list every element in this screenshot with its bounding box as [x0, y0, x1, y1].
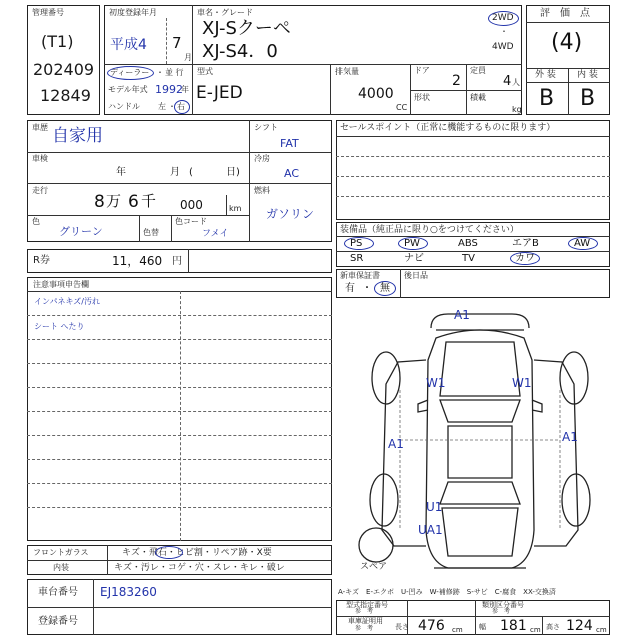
dealer-parallel: 並 行 [165, 68, 184, 77]
cert-sub: 参 考 [355, 625, 374, 632]
regno-label: 登録番号 [38, 616, 78, 627]
drive-sep: ・ [500, 27, 508, 36]
type-label: 型式指定番号 [346, 601, 388, 609]
aircon-label: 冷房 [254, 154, 270, 163]
inspection-day: 日) [226, 167, 240, 178]
mgmt-code: (T1) [41, 32, 74, 51]
model-value: E-JED [196, 83, 243, 103]
equip-aw: AW [574, 238, 591, 249]
color-label: 色 [32, 217, 40, 226]
spare-label: スペア [360, 562, 388, 572]
wid-unit: cm [530, 626, 541, 634]
type-sub: 参 考 [355, 608, 374, 615]
score-ext-label: 外 装 [535, 70, 556, 80]
class-label: 類別区分番号 [482, 601, 524, 609]
car-label: 車名・グレード [197, 8, 253, 17]
len-value: 476 [418, 618, 445, 634]
recycle-unit: 円 [172, 256, 182, 267]
shape-label: 形状 [414, 93, 430, 102]
shift-label: シフト [254, 123, 278, 132]
interior-items: キズ・汚レ・コゲ・穴・スレ・キレ・破レ [114, 563, 285, 573]
len-label: 長さ [395, 623, 409, 631]
warranty-dot: ・ [362, 283, 372, 294]
handle-left: 左 [158, 102, 166, 111]
mark-front-a1: A1 [454, 308, 470, 322]
equipment-label: 装備品（純正品に限り○をつけてください） [340, 225, 519, 235]
equip-airbag: エアB [512, 238, 539, 249]
color-change-label: 色替 [143, 228, 159, 237]
dealer-dealer: ディーラー [110, 68, 150, 77]
interior-label: 内装 [53, 563, 69, 572]
mgmt-label: 管理番号 [32, 8, 64, 17]
equip-abs: ABS [458, 238, 478, 249]
inspection-year: 年 [116, 167, 126, 178]
notes-line1: インパネキズ/汚れ [34, 297, 100, 306]
mark-a1-right: A1 [562, 430, 578, 444]
equip-navi: ナビ [404, 253, 424, 264]
reg-label: 初度登録年月 [109, 8, 157, 17]
warranty-label: 新車保証書 [340, 271, 380, 280]
history-label: 車歴 [32, 123, 48, 132]
fuel-label: 燃料 [254, 186, 270, 195]
handle-right: 右 [177, 102, 185, 111]
color-value: グリーン [59, 225, 103, 238]
mileage-d1: 8 [94, 192, 105, 212]
capacity-unit: 人 [512, 78, 520, 87]
year-label: モデル年式 [108, 85, 148, 94]
displacement-value: 4000 [358, 86, 394, 102]
score-label: 評 価 点 [540, 8, 590, 19]
wid-label: 幅 [479, 623, 486, 631]
damage-legend: A-キズ E-エクボ U-凹み W-補修跡 S-サビ C-腐食 XX-交換済 [338, 588, 556, 596]
mark-w1-right: W1 [512, 376, 532, 390]
equip-leather: カワ [515, 253, 535, 264]
drive-4wd: 4WD [492, 42, 514, 52]
mileage-label: 走行 [32, 186, 48, 195]
reg-month-unit: 月 [184, 53, 192, 62]
equip-aw-circle [568, 237, 598, 250]
warranty-yes: 有 [345, 283, 355, 294]
capacity-label: 定員 [470, 66, 486, 75]
reg-era: 平成4 [110, 37, 147, 53]
inspection-label: 車検 [32, 154, 48, 163]
mileage-unit: km [229, 204, 242, 213]
recycle-label: R券 [33, 255, 50, 266]
displacement-unit: CC [396, 103, 408, 112]
glass-items: キズ・飛石・ヒビ割・リペア跡・X要 [122, 548, 272, 558]
load-label: 積載 [470, 93, 486, 102]
inspection-open: ( [189, 167, 193, 178]
len-unit: cm [452, 626, 463, 634]
class-sub: 参 考 [492, 608, 511, 615]
sales-box [336, 120, 610, 220]
hei-value: 124 [566, 618, 593, 634]
history-value: 自家用 [52, 126, 103, 146]
mgmt-line2: 12849 [40, 86, 91, 105]
glass-stone-circle [155, 546, 183, 559]
inspection-month: 月 [170, 167, 180, 178]
equip-pw-circle [398, 237, 428, 250]
year-value: 1992 [155, 83, 183, 96]
door-label: ドア [414, 66, 430, 75]
sales-label: セールスポイント（正常に機能するものに限ります） [340, 123, 556, 133]
notes-label: 注意事項申告欄 [33, 280, 89, 289]
warranty-no: 無 [380, 283, 390, 294]
handle-dot: ・ [168, 102, 176, 111]
cert-label: 車庫証明用 [348, 617, 383, 625]
score-ext: B [539, 86, 555, 111]
mark-w1-left: W1 [426, 376, 446, 390]
model-label: 型式 [197, 67, 213, 76]
mileage-u1: 万 [106, 192, 122, 210]
capacity-value: 4 [503, 74, 512, 89]
mark-u1: U1 [426, 500, 443, 514]
equip-pw: PW [404, 238, 420, 249]
handle-label: ハンドル [108, 102, 140, 111]
glass-label: フロントガラス [33, 548, 89, 557]
wid-value: 181 [500, 618, 527, 634]
score-int: B [580, 86, 596, 111]
score-value: (4) [551, 30, 583, 55]
hei-label: 高さ [546, 623, 560, 631]
score-int-label: 内 装 [577, 70, 598, 80]
equip-tv: TV [462, 253, 475, 264]
drive-2wd: 2WD [492, 13, 514, 23]
equip-ps: PS [350, 238, 363, 249]
notes-line2: シート へたり [34, 322, 85, 331]
color-code-label: 色コード [175, 217, 207, 226]
door-value: 2 [452, 73, 461, 89]
after-label: 後日品 [404, 271, 428, 280]
mileage-u2: 千 [141, 192, 157, 210]
equip-ps-circle [344, 237, 374, 250]
mileage-d3: 000 [180, 198, 203, 212]
mark-a1-left: A1 [388, 437, 404, 451]
mark-ua1: UA1 [418, 523, 443, 537]
load-unit: kg [512, 105, 522, 114]
equip-leather-circle [510, 252, 540, 265]
aircon-value: AC [284, 167, 300, 180]
fuel-value: ガソリン [266, 207, 315, 221]
car-name: XJ-Sクーペ [202, 18, 291, 39]
reg-month: 7 [172, 34, 182, 52]
chassis-value: EJ183260 [100, 585, 157, 599]
mgmt-line1: 202409 [33, 60, 95, 79]
displacement-label: 排気量 [335, 67, 359, 76]
hei-unit: cm [596, 626, 607, 634]
shift-value: FAT [280, 137, 299, 150]
mileage-d2: 6 [128, 192, 139, 212]
equip-sr: SR [350, 253, 364, 264]
car-grade: XJ-S4．0 [202, 41, 278, 62]
year-unit: 年 [181, 85, 189, 94]
recycle-value: 11，460 [112, 254, 163, 268]
dealer-sep: ・ [156, 68, 164, 77]
color-code: フメイ [202, 229, 229, 239]
chassis-label: 車台番号 [38, 587, 78, 598]
